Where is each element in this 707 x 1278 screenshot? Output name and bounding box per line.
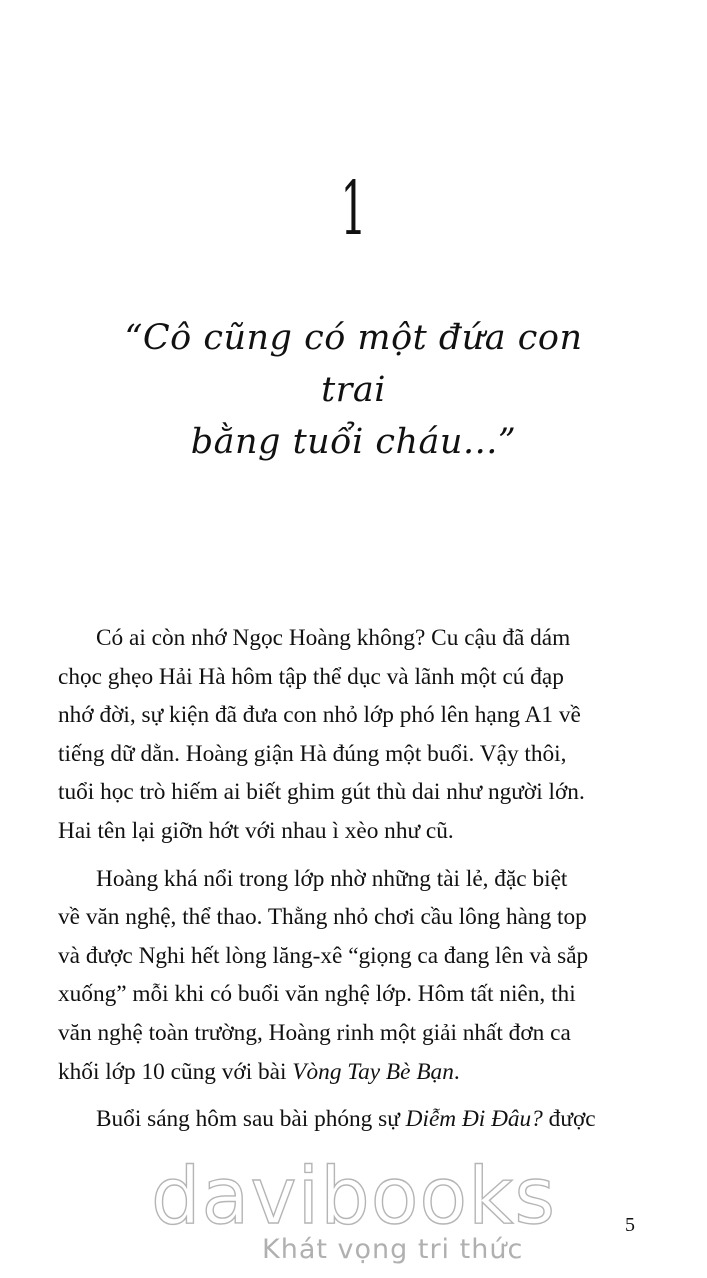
chapter-number: 1 xyxy=(340,166,367,252)
paragraph xyxy=(58,619,644,851)
text-line xyxy=(58,1053,644,1092)
text-line: xuống” mỗi khi có buổi văn nghệ lớp. Hôm tất niên, thi xyxy=(58,981,576,1008)
text-line: chọc ghẹo Hải Hà hôm tập thể dục và lãnh một cú đạp xyxy=(58,663,564,690)
report-title: Diễm Đi Đâu? xyxy=(405,1106,543,1133)
epigraph-line: “Cô cũng có một đứa con trai xyxy=(124,318,583,410)
song-title: Vòng Tay Bè Bạn xyxy=(292,1058,454,1085)
text-line: về văn nghệ, thể thao. Thằng nhỏ chơi cầu lông hàng top xyxy=(58,904,587,931)
text-line xyxy=(96,1100,644,1139)
text-line: Hai tên lại giỡn hớt với nhau ì xèo như cũ. xyxy=(58,817,454,844)
text-line: văn nghệ toàn trường, Hoàng rinh một giải nhất đơn ca xyxy=(58,1019,571,1046)
page-number: 5 xyxy=(625,1214,635,1236)
watermark-brand: davibooks xyxy=(151,1152,556,1242)
epigraph xyxy=(100,312,607,468)
epigraph-line: bằng tuổi cháu...” xyxy=(190,422,517,462)
text-line: tuổi học trò hiếm ai biết ghim gút thù dai như người lớn. xyxy=(58,779,585,806)
paragraph xyxy=(96,1100,644,1139)
text-run: được xyxy=(542,1106,596,1133)
paragraph xyxy=(58,860,644,1092)
body-text xyxy=(58,619,644,1148)
text-run: Buổi sáng hôm sau bài phóng sự xyxy=(96,1106,406,1133)
text-line: tiếng dữ dằn. Hoàng giận Hà đúng một buổi. Vậy thôi, xyxy=(58,740,567,767)
text-line: Hoàng khá nổi trong lớp nhờ những tài lẻ, đặc biệt xyxy=(96,865,568,892)
text-run: . xyxy=(453,1058,460,1085)
text-line: Có ai còn nhớ Ngọc Hoàng không? Cu cậu đã dám xyxy=(96,625,571,651)
text-line: và được Nghi hết lòng lăng-xê “giọng ca đang lên và sắp xyxy=(58,942,589,969)
text-run: khối lớp 10 cũng với bài xyxy=(58,1058,293,1085)
watermark-slogan: Khát vọng tri thức xyxy=(262,1234,524,1265)
text-line: nhớ đời, sự kiện đã đưa con nhỏ lớp phó lên hạng A1 về xyxy=(58,702,581,729)
